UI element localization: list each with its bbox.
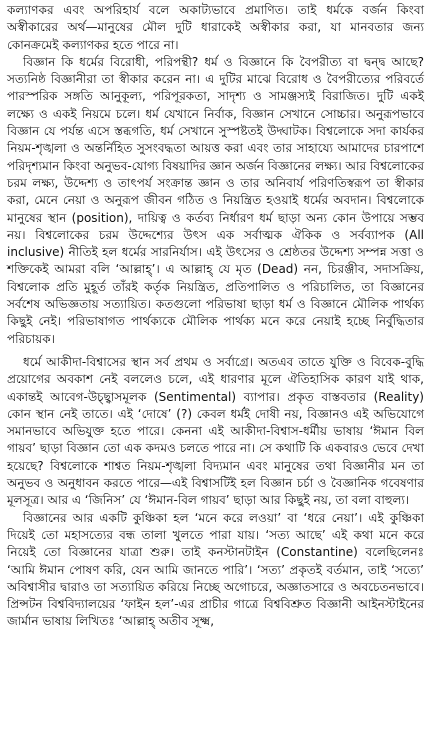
paragraph-science-and-religion: বিজ্ঞান কি ধর্মের বিরোধী, পরিপন্থী? ধর্ম ও বিজ্ঞানে কি বৈপরীত্য বা দ্বন্দ্ব আছে? সত্যনিষ্ঠ বিজ্ঞানীরা তা স্বীকার করেন না। এ দুটির মাঝে বিরোধ ও বৈপরীত্যের পরিবর্তে পারস্পরিক সঙ্গতি আনুকূল্য, পরিপূরকতা, সাদৃশ্য ও সামঞ্জস্যই বিরাজিত। দুটি একই লক্ষ্যে ও একই নিয়মে চলে। ধর্ম যেখানে নির্বাক, বিজ্ঞান সেখানে সোচ্চার। অনুরূপভাবে বিজ্ঞান যে পর্যন্ত এসে স্তব্ধগতি, ধর্ম সেখানে সুস্পষ্টতই উদ্ঘাটক। বিশ্বলোকে সদা কার্যকর নিয়ম-শৃঙ্খলা ও অন্তর্নিহিত সুসংবদ্ধতা আয়ত্ত করা এবং তার সাহায্যে আমাদের চারপাশে পরিদৃশ্যমান কিংবা অনুভব-যোগ্য বিষয়াদির জ্ঞান অর্জন বিজ্ঞানের লক্ষ্য। আর বিশ্বলোকের চরম লক্ষ্য, উদ্দেশ্য ও তাৎপর্য সংক্রান্ত জ্ঞান ও তার অনিবার্য পরিণতিস্বরূপ তা স্বীকার করা, মেনে নেয়া ও অনুরূপ জীবন গঠিত ও নিয়ন্ত্রিত হওয়াই ধর্মের অবদান। বিশ্বলোকে মানুষের স্থান (position), দায়িত্ব ও কর্তব্য নির্ধারণ ধর্ম ছাড়া অন্য কোন উপায়ে সম্ভব নয়। বিশ্বলোকের চরম উদ্দেশ্যের উৎস এক সর্বাত্মক ঐকিক ও সর্বব্যাপক (All inclusive) নীতিই হল ধর্মের সারনির্যাস। এই উৎসের ও শ্রেষ্ঠতর উদ্দেশ্য সম্পন্ন সত্তা ও শক্তিকেই আমরা বলি ‘আল্লাহ্’। এ আল্লাহ্ যে মৃত (Dead) নন, চিরঞ্জীব, সদাসক্রিয়, বিশ্বলোক প্রতি মুহূর্ত তাঁরই কর্তৃক নিয়ন্ত্রিত, প্রতিপালিত ও পরিচালিত, তা বিজ্ঞানের সর্বশেষ অভিজ্ঞতায় সত্যায়িত। কতগুলো পরিভাষা ছাড়া ধর্ম ও বিজ্ঞানে মৌলিক পার্থক্য কিছুই নেই। পরিভাষাগত পার্থক্যকে মৌলিক পার্থক্য মনে করে নেয়াই হচ্ছে নির্বুদ্ধিতার পরিচায়ক। — [7, 54, 424, 346]
paragraph-assumption: বিজ্ঞানের আর একটি কুঞ্চিকা হল ‘মনে করে লওয়া’ বা ‘ধরে নেয়া’। এই কুঞ্চিকা দিয়েই তো মহাসত্যের বন্ধ তালা খুলতে পারা যায়। ‘সত্য আছে’ এই কথা মনে করে নিয়েই তো বিজ্ঞানের যাত্রা শুরু। তাই কনস্টানটাইন (Constantine) বলেছিলেনঃ ‘আমি ঈমান পোষণ করি, যেন আমি জানতে পারি’। ‘সত্য’ প্রকৃতই বর্তমান, তাই ‘সত্যে’ অবিশ্বাসীর দ্বারাও তা সত্যায়িত করিয়ে নিচ্ছে অগোচরে, অজ্ঞাতসারে ও অবচেতনভাবে। প্রিন্সটন বিশ্ববিদ্যালয়ের ‘ফাইন হল’-এর প্রাচীর গাত্রে বিশ্ববিশ্রুত বিজ্ঞানী আইনস্টাইনের জার্মান ভাষায় লিখিতঃ ‘আল্লাহ্ অতীব সূক্ষ্ম, — [7, 510, 424, 629]
paragraph-intro: কল্যাণকর এবং অপরিহার্য বলে অকাট্যভাবে প্রমাণিত। তাই ধর্মকে বর্জন কিংবা অস্বীকারের অর্থ—মানুষের মৌল দুটি ধারাকেই অস্বীকার করা, যা মানবতার জন্য কোনক্রমেই কল্যাণকর হতে পারে না। — [7, 3, 424, 52]
paragraph-belief: ধর্মে আকীদা-বিশ্বাসের স্থান সর্ব প্রথম ও সর্বাগ্রে। অতএব তাতে যুক্তি ও বিবেক-বুদ্ধি প্রয়োগের অবকাশ নেই বললেও চলে, এই ধারণার মূলে ঐতিহাসিক কারণ যাই থাক, একান্তই আবেগ-উচ্ছ্বাসমূলক (Sentimental) ব্যাপার। প্রকৃত বাস্তবতার (Reality) কোন স্থান নেই তাতে। এই ‘দোষে’ (?) কেবল ধর্মই দোষী নয়, বিজ্ঞানও এই অভিযোগে সমানভাবে অভিযুক্ত হতে পারে। কেননা এই আকীদা-বিশ্বাস-ধর্মীয় ভাষায় ‘ঈমান বিল গায়ব’ ছাড়া বিজ্ঞান তো এক কদমও চলতে পারে না। সে কথাটি কি একবারও ভেবে দেখা হয়েছে? বিশ্বলোকে শাশ্বত নিয়ম-শৃঙ্খলা বিদ্যমান এবং মানুষের তথা বিজ্ঞানীর মন তা অনুভব ও অনুধাবন করতে পারে—এই বিশ্বাসটিই হল বিজ্ঞান চর্চা ও বৈজ্ঞানিক গবেষণার মূলসূত্র। আর এ ‘জিনিস’ যে ‘ঈমান-বিল গায়ব’ ছাড়া আর কিছুই নয়, তা বলা বাহুল্য। — [7, 354, 424, 508]
